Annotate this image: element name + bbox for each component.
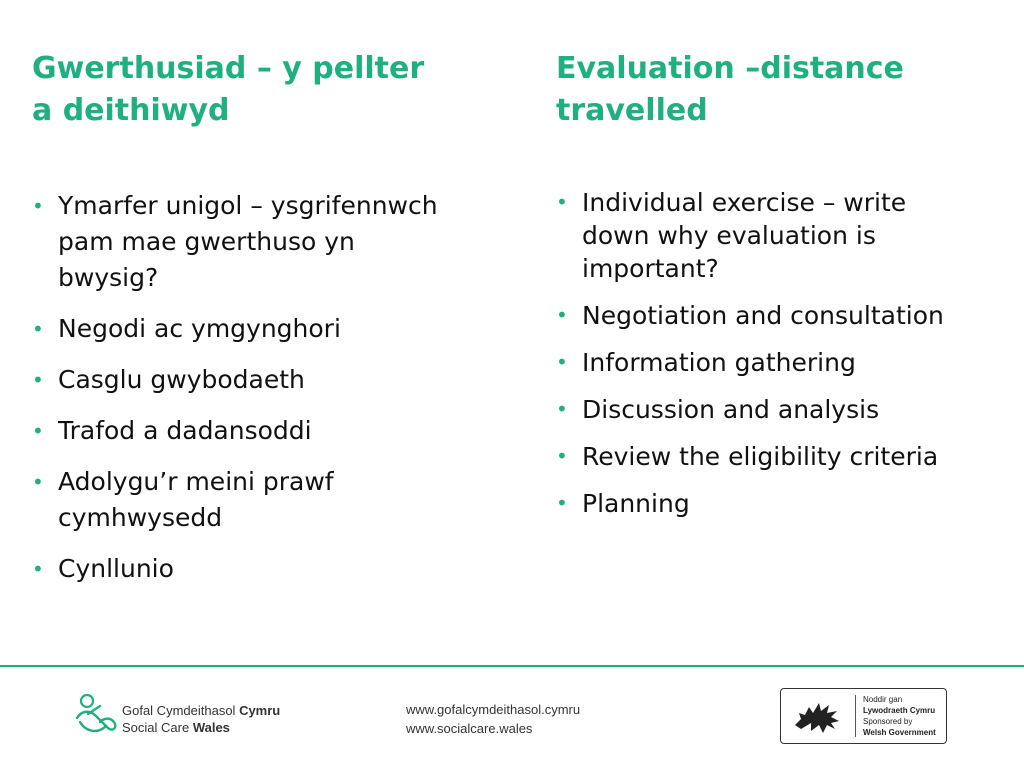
sponsor-text — [863, 694, 936, 738]
welsh-bullet-item — [32, 464, 452, 536]
social-care-wales-logo — [74, 692, 304, 738]
welsh-bullet-item — [32, 551, 452, 587]
bullet-icon: • — [32, 419, 44, 443]
url-welsh-link[interactable]: www.gofalcymdeithasol.cymru — [406, 702, 581, 717]
english-bullet-item — [556, 440, 956, 473]
bullet-icon: • — [556, 491, 568, 515]
english-bullet-text: Negotiation and consultation — [582, 301, 944, 330]
sponsor-divider — [855, 695, 856, 737]
dragon-icon — [789, 695, 849, 737]
english-bullet-text: Information gathering — [582, 348, 856, 377]
bullet-icon: • — [556, 303, 568, 327]
bullet-icon: • — [556, 444, 568, 468]
url-english-link[interactable]: www.socialcare.wales — [406, 721, 533, 736]
welsh-heading — [32, 48, 424, 132]
welsh-bullet-item — [32, 413, 452, 449]
bullet-icon: • — [32, 557, 44, 581]
sponsor-line4: Welsh Government — [863, 728, 936, 737]
logo-line1-bold: Cymru — [239, 703, 281, 718]
welsh-bullet-text: Negodi ac ymgynghori — [58, 314, 341, 343]
welsh-government-sponsor-logo — [780, 688, 947, 744]
english-bullet-text: Discussion and analysis — [582, 395, 880, 424]
english-bullet-text: Planning — [582, 489, 690, 518]
social-care-wales-logo-text — [122, 702, 280, 736]
english-bullet-item — [556, 346, 956, 379]
bullet-icon: • — [32, 194, 44, 218]
english-bullet-text: Review the eligibility criteria — [582, 442, 939, 471]
welsh-bullet-item — [32, 188, 452, 296]
english-bullet-list — [556, 186, 956, 534]
english-bullet-item — [556, 487, 956, 520]
english-bullet-text: Individual exercise – write down why evaluation is important? — [582, 188, 907, 283]
footer-divider — [0, 665, 1024, 667]
bullet-icon: • — [32, 317, 44, 341]
english-heading-line2: travelled — [556, 93, 708, 128]
logo-line2-regular: Social Care — [122, 720, 193, 735]
bullet-icon: • — [556, 350, 568, 374]
social-care-wales-logo-icon — [74, 692, 120, 738]
welsh-bullet-text: Trafod a dadansoddi — [58, 416, 312, 445]
sponsor-line3: Sponsored by — [863, 717, 913, 726]
welsh-bullet-list — [32, 188, 452, 602]
sponsor-line2: Lywodraeth Cymru — [863, 706, 936, 715]
welsh-bullet-text: Cynllunio — [58, 554, 174, 583]
english-bullet-item — [556, 299, 956, 332]
logo-line2-bold: Wales — [192, 720, 230, 735]
bullet-icon: • — [32, 368, 44, 392]
welsh-bullet-item — [32, 362, 452, 398]
logo-line1-regular: Gofal Cymdeithasol — [122, 703, 240, 718]
bullet-icon: • — [32, 470, 44, 494]
english-heading-line1: Evaluation –distance — [556, 51, 904, 86]
sponsor-line1: Noddir gan — [863, 695, 903, 704]
english-bullet-item — [556, 186, 956, 285]
welsh-heading-line2: a deithiwyd — [32, 93, 230, 128]
english-heading — [556, 48, 904, 132]
welsh-bullet-item — [32, 311, 452, 347]
welsh-heading-line1: Gwerthusiad – y pellter — [32, 51, 425, 86]
footer-urls — [406, 700, 580, 738]
bullet-icon: • — [556, 397, 568, 421]
english-bullet-item — [556, 393, 956, 426]
welsh-bullet-text: Casglu gwybodaeth — [58, 365, 305, 394]
bullet-icon: • — [556, 190, 568, 214]
welsh-bullet-text: Adolygu’r meini prawf cymhwysedd — [58, 467, 334, 532]
welsh-bullet-text: Ymarfer unigol – ysgrifennwch pam mae gwerthuso yn bwysig? — [58, 191, 438, 292]
